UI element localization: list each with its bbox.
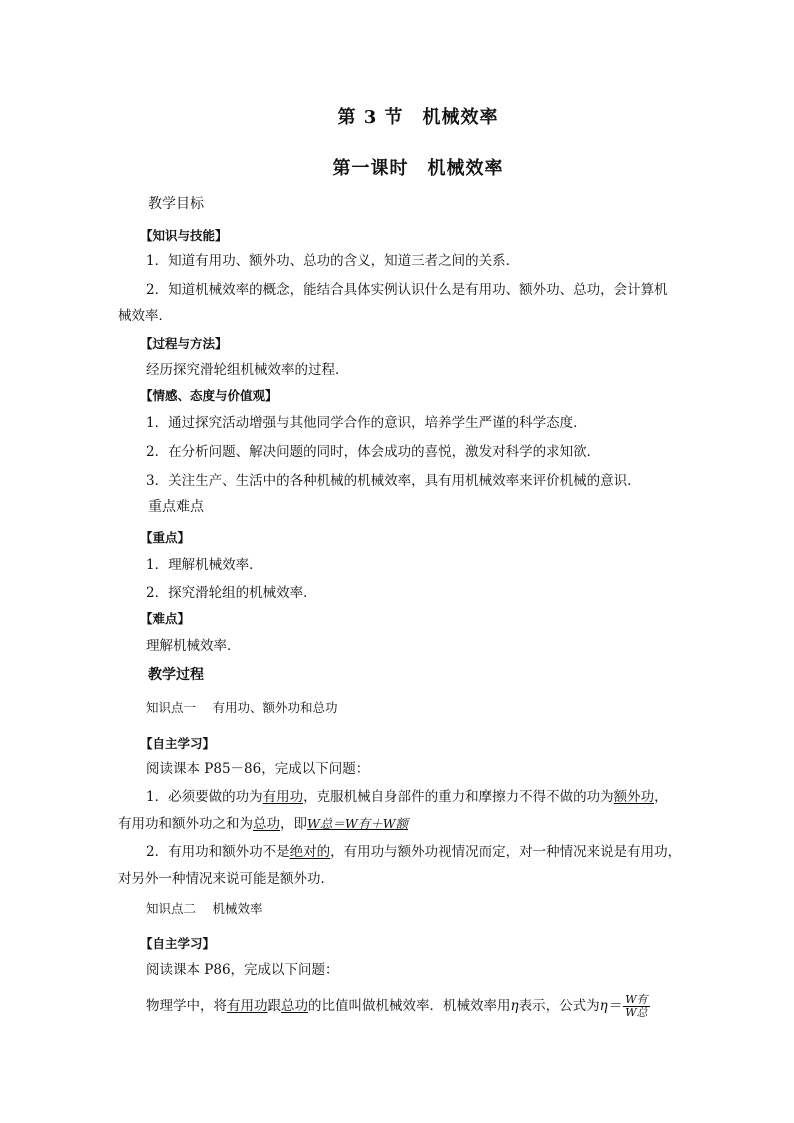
emotion-item-2: 2．在分析问题、解决问题的同时，体会成功的喜悦，激发对科学的求知欲．: [146, 444, 601, 460]
kp2-title: 知识点二 机械效率: [146, 901, 263, 916]
eta-symbol: η: [510, 998, 519, 1014]
objectives-heading: 教学目标: [148, 196, 204, 212]
focus-item-1: 1．理解机械效率．: [146, 557, 263, 573]
emotion-item-3: 3．关注生产、生活中的各种机械的机械效率，具有用机械效率来评价机械的意识．: [146, 473, 641, 489]
knowledge-item-2-cont: 械效率．: [118, 308, 172, 324]
kp1-q1-line1: [146, 787, 668, 807]
teaching-process-heading: 教学过程: [148, 667, 204, 683]
work-formula: W总＝W有＋W额: [307, 816, 409, 831]
page-subtitle: 第一课时 机械效率: [332, 158, 504, 179]
kp1-q2-text-c: ，有用功与额外功视情况而定，对一种情况来说是有用功，: [330, 844, 682, 860]
kp2-q-text-a: 物理学中，将: [146, 998, 227, 1014]
kp1-self-study: 【自主学习】: [140, 736, 216, 751]
kp1-title: 知识点一 有用功、额外功和总功: [146, 700, 338, 715]
kp1-q1-text-c: ，克服机械自身部件的重力和摩擦力不得不做的功为: [303, 789, 614, 805]
process-method-label: 【过程与方法】: [140, 336, 228, 351]
kp1-q2-line2: 对另外一种情况来说可能是额外功．: [118, 871, 334, 887]
focus-label: 【重点】: [140, 530, 191, 545]
kp2-q-text-c: 跟: [267, 998, 281, 1014]
answer-absolute: 绝对的: [289, 844, 331, 860]
keypoints-heading: 重点难点: [148, 499, 204, 515]
answer-total-work: 总功: [253, 816, 280, 832]
answer-useful-work: 有用功: [262, 789, 304, 805]
efficiency-eq: η＝: [599, 998, 622, 1014]
fraction-denominator: W总: [625, 1006, 648, 1019]
efficiency-fraction: [623, 994, 649, 1019]
fraction-numerator: W有: [625, 993, 648, 1006]
knowledge-label: 【知识与技能】: [140, 228, 228, 243]
answer-total-work-2: 总功: [281, 998, 308, 1014]
knowledge-item-1: 1．知道有用功、额外功、总功的含义，知道三者之间的关系．: [146, 253, 520, 269]
emotion-label: 【情感、态度与价值观】: [140, 388, 278, 403]
focus-item-2: 2．探究滑轮组的机械效率．: [146, 585, 317, 601]
kp1-q1-line2: [118, 814, 408, 834]
kp1-intro: 阅读课本 P85－86，完成以下问题：: [146, 761, 370, 777]
knowledge-item-2: 2．知道机械效率的概念，能结合具体实例认识什么是有用功、额外功、总功，会计算机: [146, 282, 668, 298]
emotion-item-1: 1．通过探究活动增强与其他同学合作的意识，培养学生严谨的科学态度．: [146, 415, 587, 431]
kp2-q-text-e: 的比值叫做机械效率．机械效率用: [308, 998, 511, 1014]
kp2-intro: 阅读课本 P86，完成以下问题：: [146, 962, 339, 978]
kp1-q1-text-f: 有用功和额外功之和为: [118, 816, 253, 832]
difficulty-text: 理解机械效率．: [146, 638, 241, 654]
kp1-q2-line1: [146, 842, 681, 862]
kp1-q1-text-e: ，: [654, 789, 668, 805]
kp2-q-text-f: 表示，公式为: [518, 998, 600, 1014]
answer-extra-work: 额外功: [613, 789, 655, 805]
page-title: 第 3 节 机械效率: [337, 107, 499, 128]
kp1-q2-text-a: 2．有用功和额外功不是: [146, 844, 290, 860]
kp1-q1-text-a: 1．必须要做的功为: [146, 789, 263, 805]
kp2-q-line: [146, 994, 650, 1019]
kp1-q1-text-h: ，即: [280, 816, 307, 832]
difficulty-label: 【难点】: [140, 611, 191, 626]
answer-useful-work-2: 有用功: [227, 998, 268, 1014]
process-method-text: 经历探究滑轮组机械效率的过程．: [146, 362, 349, 378]
kp2-self-study: 【自主学习】: [140, 936, 216, 951]
